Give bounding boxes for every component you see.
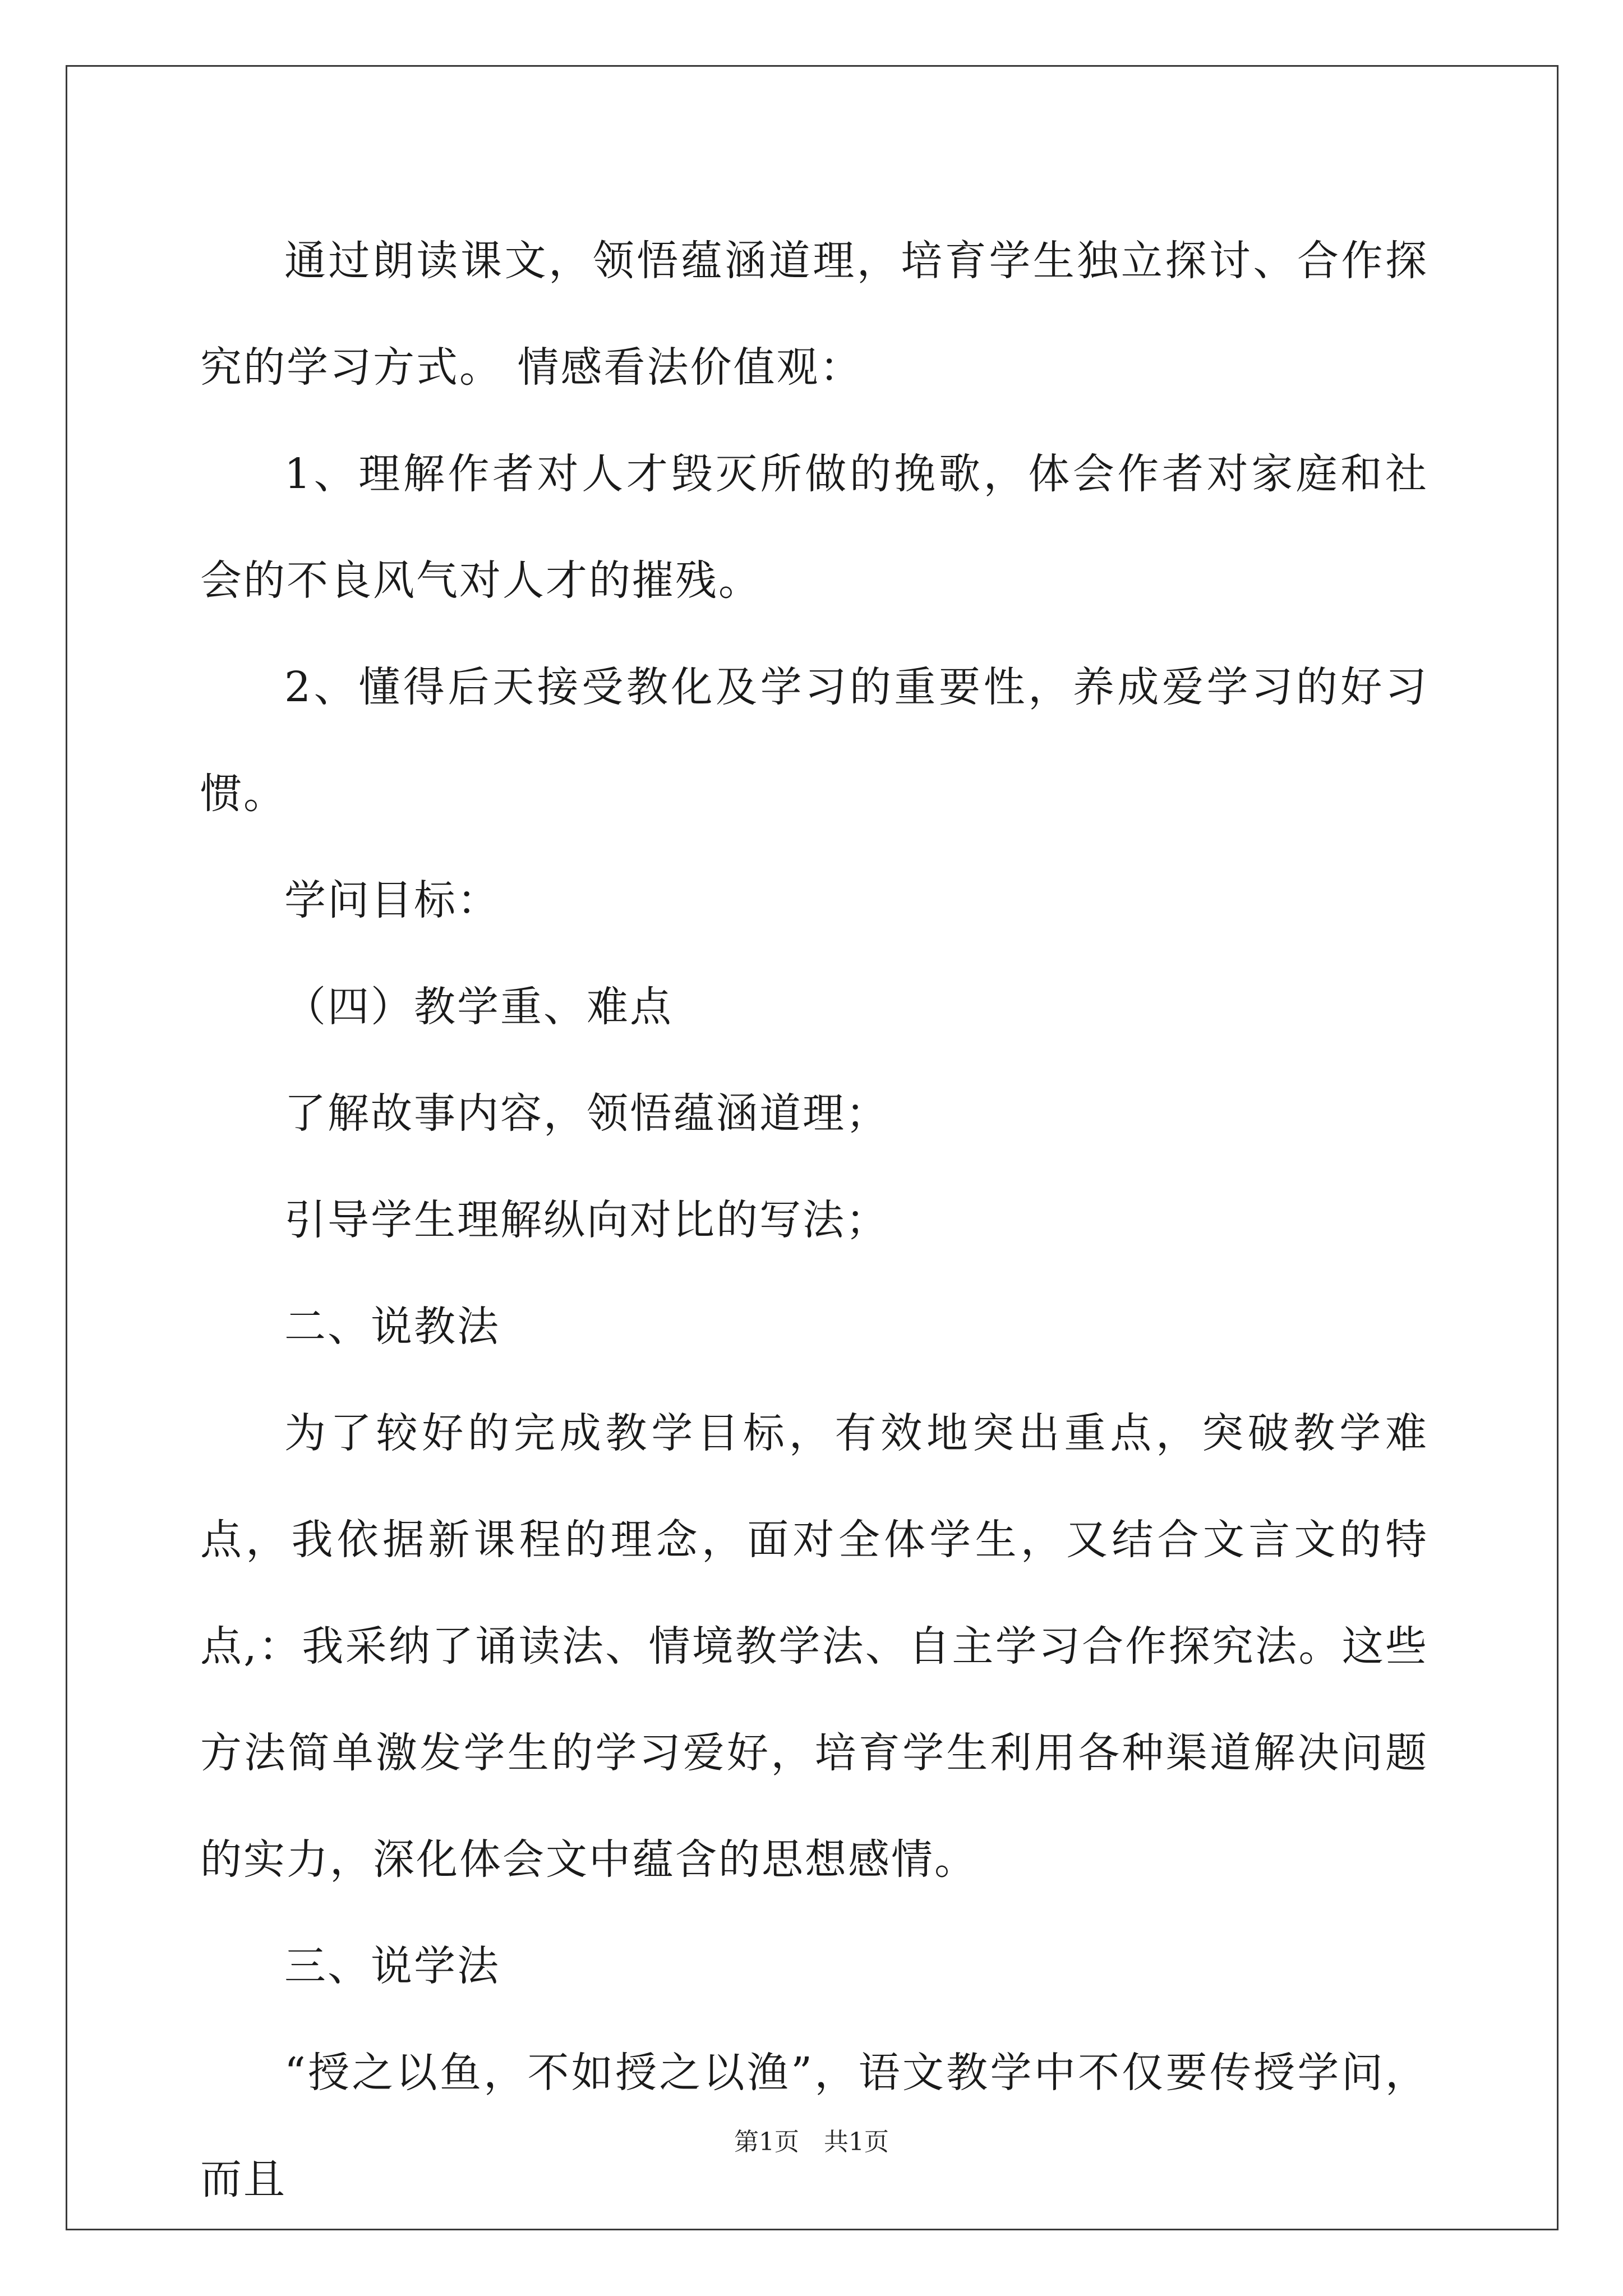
paragraph: （四）教学重、难点 [284, 983, 673, 1031]
paragraph: 学问目标： [284, 876, 500, 924]
paragraph: 2、懂得后天接受教化及学习的重要性，养成爱学习的好习惯。 [200, 663, 1428, 818]
paragraph: 引导学生理解纵向对比的写法； [284, 1196, 889, 1244]
paragraph: 通过朗读课文，领悟蕴涵道理，培育学生独立探讨、合作探究的学习方式。 情感看法价值观： [200, 237, 1428, 392]
section-heading: 三、说学法 [284, 1942, 500, 1990]
paragraph: 了解故事内容，领悟蕴涵道理； [284, 1089, 889, 1138]
document-body [200, 208, 1428, 2233]
paragraph: 为了较好的完成教学目标，有效地突出重点，突破教学难点，我依据新课程的理念，面对全体学生，又结合文言文的特点,：我采纳了诵读法、情境教学法、自主学习合作探究法。这些方法简单激发学生的学习爱好，培育学生利用各种渠道解决问题的实力，深化体会文中蕴含的思想感情。 [200, 1409, 1428, 1884]
page-number-footer: 第1页 共1页 [734, 2128, 889, 2156]
section-heading: 二、说教法 [284, 1303, 500, 1351]
paragraph: “授之以鱼，不如授之以渔”，语文教学中不仅要传授学问，而且 [200, 2049, 1428, 2203]
paragraph: 1、理解作者对人才毁灭所做的挽歌，体会作者对家庭和社会的不良风气对人才的摧残。 [200, 450, 1428, 605]
